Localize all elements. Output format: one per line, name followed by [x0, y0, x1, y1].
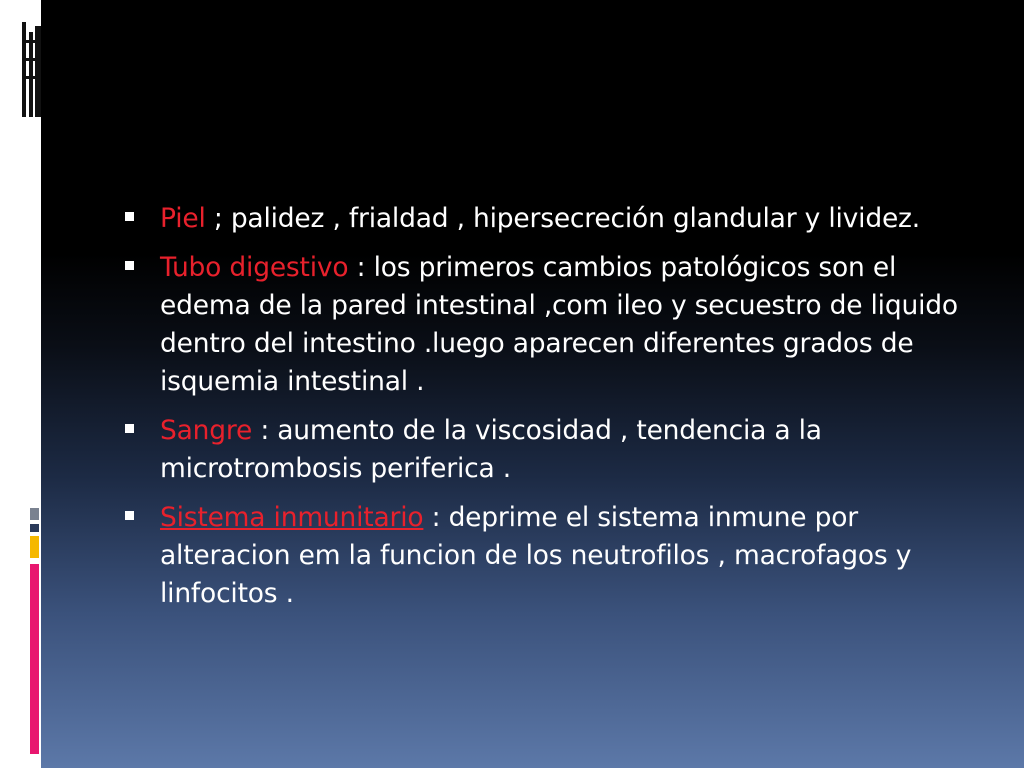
bullet-list — [122, 200, 962, 613]
square-bullet-icon — [125, 261, 134, 270]
term-label: Piel — [160, 203, 206, 234]
term-label: Sistema inmunitario — [160, 502, 424, 533]
top-decorative-bars — [0, 0, 41, 120]
bullet-item-tubo-digestivo — [122, 249, 962, 401]
bullet-item-piel — [122, 200, 962, 238]
bottom-decorative-bars — [0, 496, 41, 768]
bullet-text: : los primeros cambios patológicos son el edema de la pared intestinal ,com ileo y secuestro de liquido dentro del intestino .luego aparecen diferentes grados de isquemia intestinal . — [160, 252, 958, 397]
square-bullet-icon — [125, 212, 134, 221]
slide-content — [122, 200, 962, 624]
bullet-text: ; palidez , frialdad , hipersecreción glandular y lividez. — [205, 203, 920, 234]
term-label: Sangre — [160, 415, 253, 446]
bullet-item-sistema-inmunitario — [122, 499, 962, 613]
square-bullet-icon — [125, 511, 134, 520]
term-label: Tubo digestivo — [160, 252, 349, 283]
bullet-text: : deprime el sistema inmune por alteracion em la funcion de los neutrofilos , macrofagos y linfocitos . — [160, 502, 912, 609]
square-bullet-icon — [125, 424, 134, 433]
bullet-text: : aumento de la viscosidad , tendencia a la microtrombosis periferica . — [160, 415, 822, 484]
bullet-item-sangre — [122, 412, 962, 488]
